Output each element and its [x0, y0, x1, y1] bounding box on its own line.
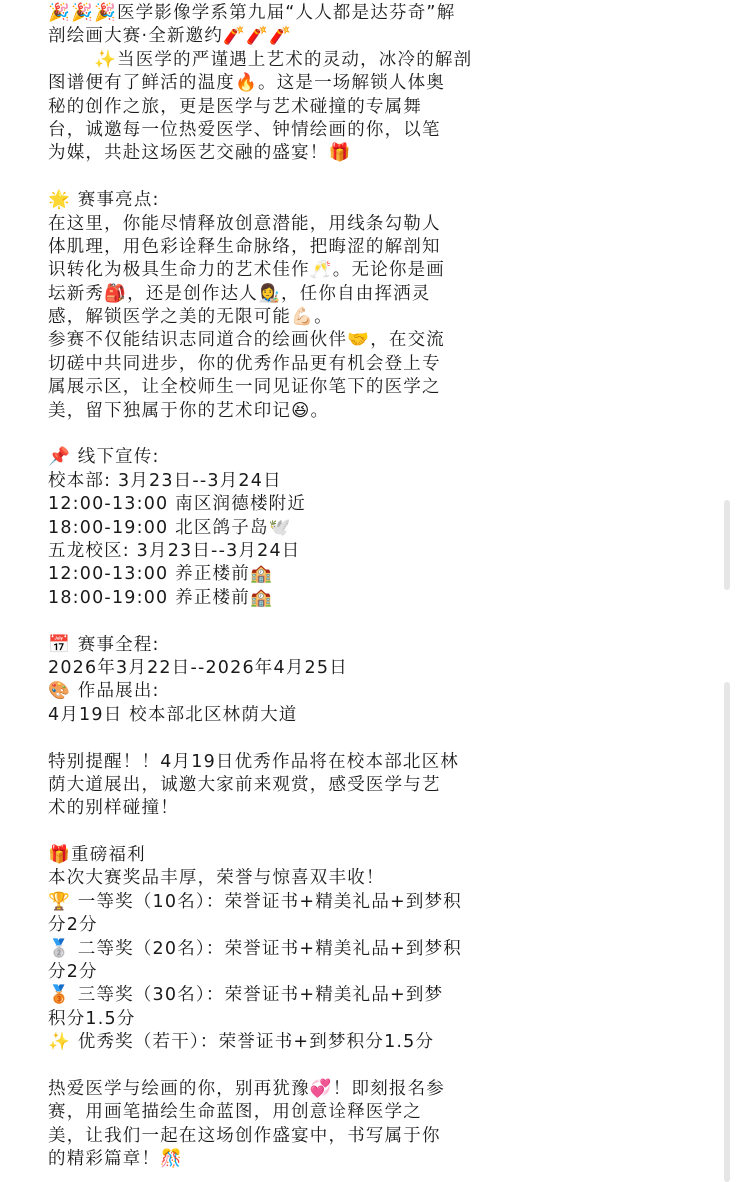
highlights-line: 美，留下独属于你的艺术印记😆。	[48, 400, 330, 421]
promo-line: 12:00-13:00 养正楼前🏫	[48, 564, 273, 585]
exhibit-heading: 🎨 作品展出:	[48, 681, 160, 702]
highlights-line: 体肌理，用色彩诠释生命脉络，把晦涩的解剖知	[48, 236, 441, 257]
reminder-line: 特别提醒！！4月19日优秀作品将在校本部北区林	[48, 751, 460, 772]
schedule-heading: 📅 赛事全程:	[48, 634, 160, 655]
intro-paragraph-line: 图谱便有了鲜活的温度🔥。这是一场解锁人体奥	[48, 73, 445, 94]
reminder-line: 荫大道展出，诚邀大家前来观赏，感受医学与艺	[48, 774, 441, 795]
reminder-line: 术的别样碰撞！	[48, 798, 179, 819]
intro-paragraph-line: 为媒，共赴这场医艺交融的盛宴！🎁	[48, 143, 352, 164]
title-line: 剖绘画大赛·全新邀约🧨🧨🧨	[48, 26, 293, 47]
prize-line: 🥈 二等奖（20名）：荣誉证书+精美礼品+到梦积	[48, 938, 462, 959]
scrollbar-track[interactable]	[724, 500, 730, 590]
promo-line: 12:00-13:00 南区润德楼附近	[48, 494, 307, 515]
prize-line: ✨ 优秀奖（若干）：荣誉证书+到梦积分1.5分	[48, 1032, 435, 1053]
closing-line: 美，让我们一起在这场创作盛宴中，书写属于你	[48, 1125, 441, 1146]
highlights-line: 在这里，你能尽情释放创意潜能，用线条勾勒人	[48, 213, 441, 234]
title-line: 🎉🎉🎉医学影像学系第九届“人人都是达芬奇”解	[48, 3, 456, 23]
closing-line: 的精彩篇章！🎊	[48, 1149, 184, 1170]
intro-paragraph-line: ✨当医学的严谨遇上艺术的灵动，冰冷的解剖	[94, 49, 473, 70]
promo-line: 五龙校区: 3月23日--3月24日	[48, 540, 301, 561]
promo-heading: 📌 线下宣传:	[48, 447, 160, 468]
exhibit-info: 4月19日 校本部北区林荫大道	[48, 704, 298, 725]
promo-line: 18:00-19:00 北区鸽子岛🕊️	[48, 517, 292, 538]
prize-line: 🏆 一等奖（10名）：荣誉证书+精美礼品+到梦积	[48, 891, 462, 912]
prize-line: 分2分	[48, 962, 98, 983]
promo-line: 18:00-19:00 养正楼前🏫	[48, 587, 273, 608]
prize-line: 积分1.5分	[48, 1008, 136, 1029]
article-body	[48, 0, 704, 1172]
scrollbar-thumb[interactable]	[724, 682, 730, 1182]
highlights-heading: 🌟 赛事亮点:	[48, 190, 160, 211]
prizes-intro: 本次大赛奖品丰厚，荣誉与惊喜双丰收！	[48, 868, 385, 889]
highlights-line: 识转化为极具生命力的艺术佳作🥂。无论你是画	[48, 260, 445, 281]
intro-paragraph-line: 秘的创作之旅，更是医学与艺术碰撞的专属舞	[48, 96, 422, 117]
highlights-line: 感，解锁医学之美的无限可能💪🏻。	[48, 307, 333, 328]
closing-line: 赛，用画笔描绘生命蓝图，用创意诠释医学之	[48, 1102, 422, 1123]
closing-line: 热爱医学与绘画的你，别再犹豫💞！即刻报名参	[48, 1078, 445, 1099]
highlights-line: 参赛不仅能结识志同道合的绘画伙伴🤝，在交流	[48, 330, 445, 351]
prize-line: 🥉 三等奖（30名）：荣誉证书+精美礼品+到梦	[48, 985, 444, 1006]
highlights-line: 坛新秀🎒，还是创作达人👩‍🎨，任你自由挥洒灵	[48, 283, 431, 304]
schedule-range: 2026年3月22日--2026年4月25日	[48, 657, 348, 678]
promo-line: 校本部: 3月23日--3月24日	[48, 470, 282, 491]
highlights-line: 切磋中共同进步，你的优秀作品更有机会登上专	[48, 353, 441, 374]
prize-line: 分2分	[48, 915, 98, 936]
intro-paragraph-line: 台，诚邀每一位热爱医学、钟情绘画的你，以笔	[48, 119, 441, 140]
highlights-line: 属展示区，让全校师生一同见证你笔下的医学之	[48, 377, 441, 398]
prizes-heading: 🎁重磅福利	[48, 845, 146, 866]
